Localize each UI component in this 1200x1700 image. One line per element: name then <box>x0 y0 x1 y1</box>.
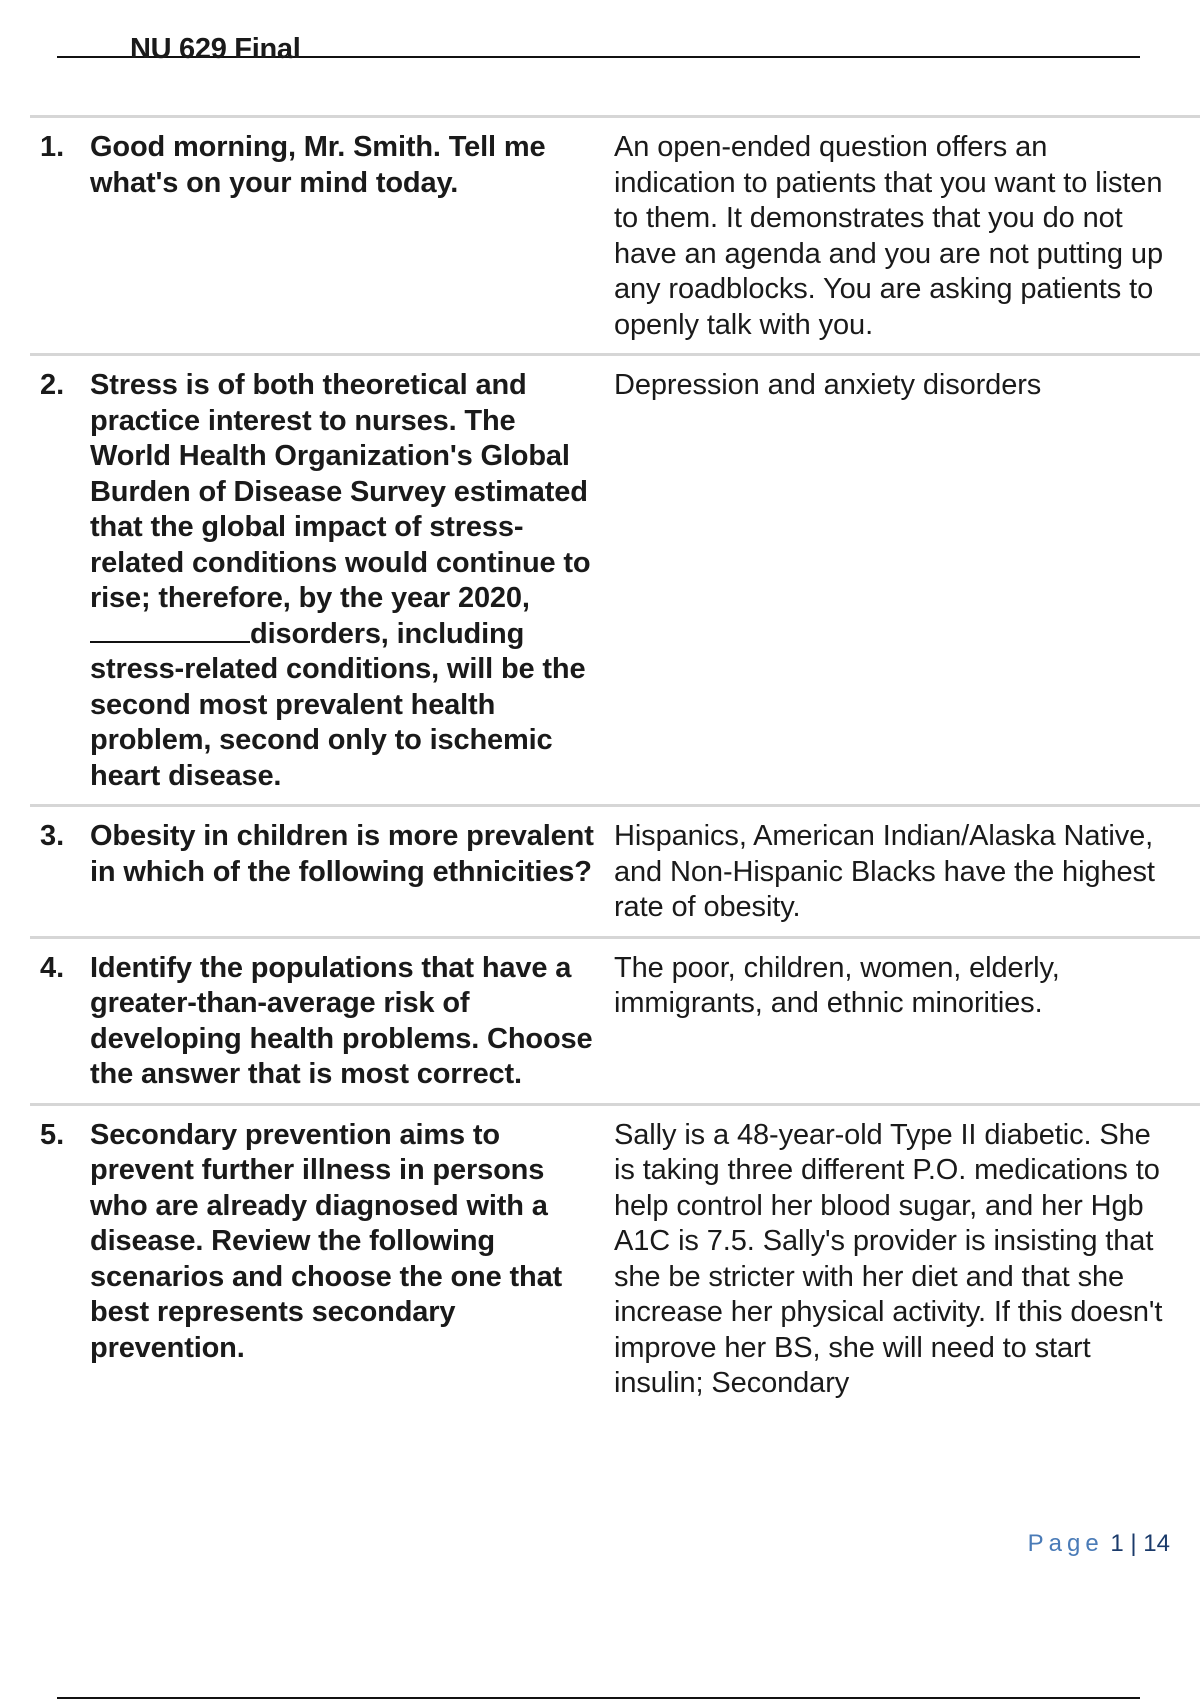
qa-row-1 <box>30 115 1200 353</box>
qa-row-3 <box>30 804 1200 936</box>
question-number: 4. <box>40 951 65 984</box>
question-text: Good morning, Mr. Smith. Tell me what's on your mind today. <box>90 131 546 199</box>
answer-text: Hispanics, American Indian/Alaska Native, and Non-Hispanic Blacks have the highest rate of obesity. <box>614 820 1155 923</box>
question-answer-list <box>30 115 1200 1412</box>
qa-row-5 <box>30 1103 1200 1412</box>
question-text: Obesity in children is more prevalent in which of the following ethnicities? <box>90 820 594 888</box>
answer-text: The poor, children, women, elderly, immigrants, and ethnic minorities. <box>614 951 1060 1019</box>
question-text: Secondary prevention aims to prevent further illness in persons who are already diagnosed with a disease. Review the following scenarios and choose the one that best represents secondary prevention. <box>90 1118 563 1364</box>
document-title: NU 629 Final <box>130 33 301 65</box>
answer-text: An open-ended question offers an indication to patients that you want to listen to them. It demonstrates that you do not have an agenda and you are not putting up any roadblocks. You are asking patients to openly talk with you. <box>614 131 1163 341</box>
page-number: 1 | 14 <box>1110 1530 1170 1557</box>
question-text-before-blank: Stress is of both theoretical and practice interest to nurses. The World Health Organization's Global Burden of Disease Survey estimated that the global impact of stress-related conditions would continue to rise; therefore, by the year 2020, <box>90 369 591 614</box>
question-number: 2. <box>40 369 65 401</box>
answer-text: Depression and anxiety disorders <box>614 369 1042 401</box>
question-text-after-blank: disorders, including stress-related conditions, will be the second most prevalent health problem, second only to ischemic heart disease. <box>90 617 586 792</box>
question-number: 3. <box>40 820 65 852</box>
question-number: 1. <box>40 131 65 163</box>
question-number: 5. <box>40 1118 65 1151</box>
page-label: Page <box>1027 1530 1104 1557</box>
footer-rule <box>57 1697 1140 1699</box>
question-text: Identify the populations that have a greater-than-average risk of developing health problems. Choose the answer that is most correct. <box>90 951 593 1090</box>
page-footer <box>1028 1530 1170 1558</box>
question-text <box>90 356 600 804</box>
fill-in-blank <box>90 640 250 643</box>
qa-row-2 <box>30 353 1200 804</box>
answer-text: Sally is a 48-year-old Type II diabetic. She is taking three different P.O. medications to help control her blood sugar, and her Hgb A1C is 7.5. Sally's provider is insisting that she be stricter with her diet and that she increase her physical activity. If this doesn't improve her BS, she will need to start insulin; Secondary <box>614 1118 1163 1399</box>
qa-row-4 <box>30 936 1200 1103</box>
